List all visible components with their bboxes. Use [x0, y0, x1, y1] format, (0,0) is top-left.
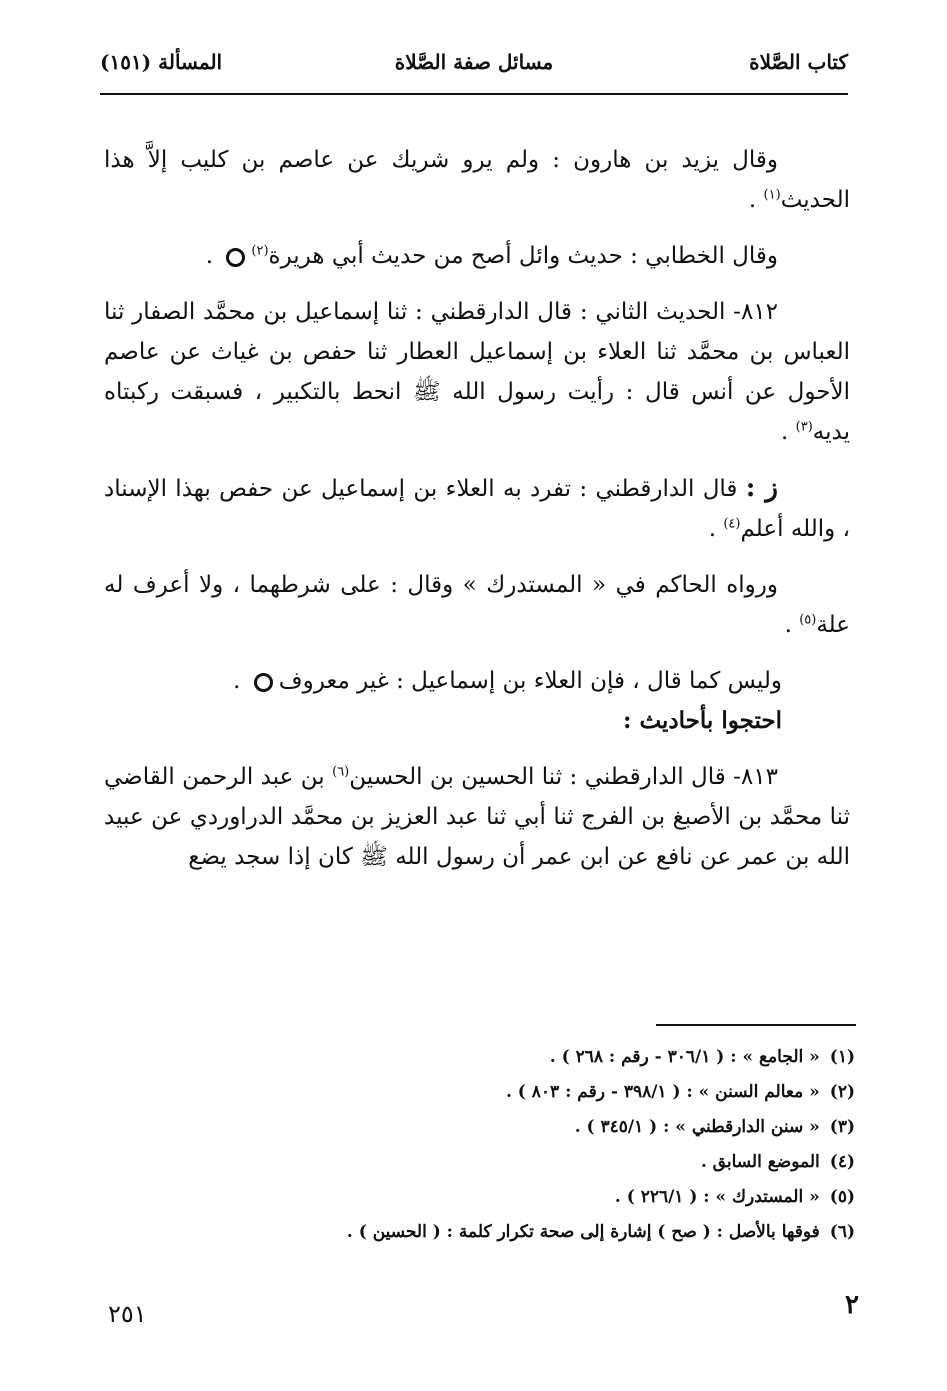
paragraph-text: ورواه الحاكم في « المستدرك » وقال : على شرطهما ، ولا أعرف له علة [104, 572, 850, 638]
header-chapter-title: مسائل صفة الصَّلاة [394, 50, 554, 74]
paragraph-yazid [104, 140, 850, 220]
paragraph-end: . [233, 668, 248, 694]
running-header [100, 50, 848, 86]
footnote-text: الموضع السابق . [700, 1152, 820, 1172]
footnotes [155, 1040, 855, 1250]
header-book-title: كتاب الصَّلاة [749, 50, 848, 74]
paragraph-end: . [748, 187, 764, 213]
footnote-number: (٤) [829, 1152, 855, 1172]
paragraph-text-cont: بن عبد الرحمن القاضي ثنا محمَّد بن الأصبغ بن الفرج ثنا أبي ثنا عبد العزيز بن محمَّد الدراوردي عن عبيد الله بن عمر عن نافع عن ابن عمر أن رسول الله ﷺ كان إذا سجد يضع [104, 764, 850, 870]
paragraph-text: ٨١٢- الحديث الثاني : قال الدارقطني : ثنا إسماعيل بن محمَّد الصفار ثنا العباس بن محمَّد ثنا العلاء بن إسماعيل العطار ثنا حفص بن غياث عن عاصم الأحول عن أنس قال : رأيت رسول الله ﷺ انحط بالتكبير ، فسبقت ركبتاه يديه [104, 299, 850, 445]
footnote-text: فوقها بالأصل : ( صح ) إشارة إلى صحة تكرار كلمة : ( الحسين ) . [346, 1222, 820, 1242]
paragraph-text: ٨١٣- قال الدارقطني : ثنا الحسين بن الحسين [349, 764, 778, 790]
paragraph-end: . [708, 516, 724, 542]
footnote-ref: (٣) [795, 419, 813, 435]
zay-marker: ز : [745, 473, 778, 503]
footnote-number: (١) [829, 1047, 855, 1067]
header-divider [100, 93, 848, 95]
paragraph-end: . [205, 243, 221, 269]
paragraph-hakim [104, 565, 850, 645]
main-text [104, 140, 850, 893]
paragraph-daraqutni-note [104, 468, 850, 549]
footnote-ref: (٢) [251, 243, 269, 259]
page-number: ٢٥١ [108, 1300, 147, 1328]
end-circle-icon [226, 248, 245, 267]
section-heading: احتجوا بأحاديث : [622, 707, 782, 734]
paragraph-text: وقال الخطابي : حديث وائل أصح من حديث أبي هريرة [268, 243, 778, 269]
footnote-text: « الجامع » : ( ٣٠٦/١ - رقم : ٢٦٨ ) . [549, 1047, 820, 1067]
footnote-number: (٦) [829, 1222, 855, 1242]
paragraph-end: . [784, 612, 800, 638]
footnote-text: « سنن الدارقطني » : ( ٣٤٥/١ ) . [574, 1117, 820, 1137]
paragraph-not-as-said [164, 661, 782, 701]
footnote-number: (٢) [829, 1082, 855, 1102]
end-circle-icon [254, 673, 273, 692]
paragraph-end: . [781, 419, 796, 445]
footnote-item [155, 1110, 855, 1145]
footnote-item [155, 1145, 855, 1180]
footnote-ref: (١) [763, 187, 781, 203]
footnote-ref: (٦) [332, 764, 350, 780]
paragraph-text: وليس كما قال ، فإن العلاء بن إسماعيل : غير معروف [278, 668, 782, 694]
footnote-ref: (٤) [723, 516, 741, 532]
footnote-ref: (٥) [799, 612, 817, 628]
signature-mark: ٢ [845, 1290, 859, 1320]
footnote-item [155, 1040, 855, 1075]
footnote-item [155, 1215, 855, 1250]
paragraph-khattabi [104, 236, 850, 276]
footnote-text: « معالم السنن » : ( ٣٩٨/١ - رقم : ٨٠٣ ) . [505, 1082, 820, 1102]
footnote-divider [656, 1024, 856, 1026]
paragraph-hadith-813 [104, 757, 850, 877]
footnote-item [155, 1075, 855, 1110]
paragraph-text: وقال يزيد بن هارون : ولم يرو شريك عن عاصم بن كليب إلاَّ هذا الحديث [104, 147, 850, 213]
footnote-text: « المستدرك » : ( ٢٢٦/١ ) . [614, 1187, 820, 1207]
footnote-number: (٣) [829, 1117, 855, 1137]
footnote-number: (٥) [829, 1187, 855, 1207]
paragraph-hadith-812 [104, 292, 850, 452]
paragraph-text: قال الدارقطني : تفرد به العلاء بن إسماعيل عن حفص بهذا الإسناد ، والله أعلم [104, 476, 850, 542]
header-issue-number: المسألة (١٥١) [100, 50, 223, 74]
footnote-item [155, 1180, 855, 1215]
